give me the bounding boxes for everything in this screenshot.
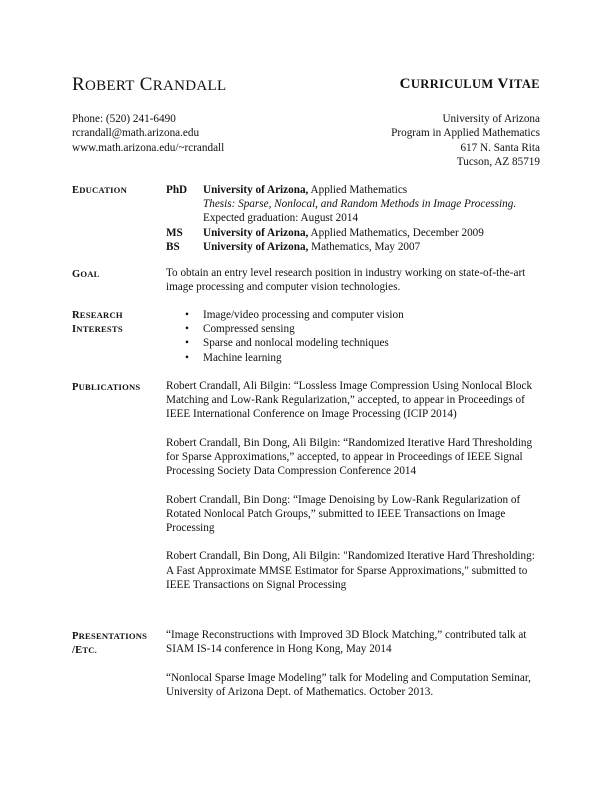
phone-number: Phone: (520) 241-6490: [72, 113, 176, 125]
presentation-item: “Nonlocal Sparse Image Modeling” talk for Modeling and Computation Seminar, University of Arizona Dept. of Mathematics. October 2013.: [166, 671, 531, 698]
goal-text: To obtain an entry level research position in industry working on state-of-the-art image processing and computer vision technologies.: [166, 267, 526, 294]
address-university: University of Arizona: [442, 113, 540, 125]
list-item: • Machine learning: [185, 351, 282, 364]
publications-list: [166, 379, 538, 606]
address-program: Program in Applied Mathematics: [391, 127, 540, 140]
education-heading: EDUCATION: [72, 185, 127, 196]
publications-heading: PUBLICATIONS: [72, 382, 141, 393]
list-item: • Image/video processing and computer vision: [185, 309, 404, 321]
resume-name: ROBERT CRANDALL: [72, 74, 227, 95]
bullet-icon: •: [185, 309, 189, 321]
address-city: Tucson, AZ 85719: [456, 156, 540, 169]
list-item: • Sparse and nonlocal modeling techniques: [185, 337, 389, 350]
education-entry-ms: University of Arizona, Applied Mathematics, December 2009: [203, 226, 484, 239]
bullet-icon: •: [185, 323, 189, 336]
goal-heading: GOAL: [72, 269, 100, 280]
education-entry-phd: University of Arizona, Applied Mathematics Thesis: Sparse, Nonlocal, and Random Methods in Image Processing. Expected graduation: August 2014: [203, 184, 517, 225]
presentation-item: “Image Reconstructions with Improved 3D Block Matching,” contributed talk at SIAM IS-14 conference in Hong Kong, May 2014: [166, 629, 527, 656]
bullet-icon: •: [185, 337, 189, 350]
presentations-list: [166, 628, 538, 713]
degree-bs: BS: [166, 240, 180, 253]
degree-ms: MS: [166, 226, 183, 239]
publication-item: Robert Crandall, Bin Dong: “Image Denoising by Low-Rank Regularization of Rotated Nonlocal Patch Groups,” submitted to IEEE Transactions on Image Processing: [166, 493, 521, 534]
publication-item: Robert Crandall, Bin Dong, Ali Bilgin: "Randomized Iterative Hard Thresholding: A Fast Approximate MMSE Estimator for Sparse Approximations," submitted to IEEE Transactions on Signal Processing: [166, 550, 535, 591]
research-interests-list: [166, 308, 536, 365]
publication-item: Robert Crandall, Ali Bilgin: “Lossless Image Compression Using Nonlocal Block Matching and Low-Rank Regularization,” accepted, to appear in Proceedings of IEEE International Conference on Image Processing (ICIP 2014): [166, 380, 533, 421]
address-street: 617 N. Santa Rita: [460, 141, 540, 154]
presentations-heading: PRESENTATIONS /ETC.: [72, 631, 148, 656]
website-link[interactable]: www.math.arizona.edu/~rcrandall: [72, 141, 225, 154]
research-interests-heading: RESEARCH INTERESTS: [72, 310, 123, 335]
publication-item: Robert Crandall, Bin Dong, Ali Bilgin: “Randomized Iterative Hard Thresholding for Sparse Approximations,” accepted, to appear in Proceedings of IEEE Signal Processing Society Data Compression Conference 2014: [166, 436, 533, 478]
thesis-title: Thesis: Sparse, Nonlocal, and Random Methods in Image Processing.: [203, 198, 517, 211]
degree-phd: PhD: [166, 184, 188, 196]
education-entry-bs: University of Arizona, Mathematics, May 2007: [203, 240, 421, 253]
email-link[interactable]: rcrandall@math.arizona.edu: [72, 127, 200, 140]
cv-title: CURRICULUM VITAE: [399, 76, 540, 92]
list-item: • Compressed sensing: [185, 323, 295, 336]
bullet-icon: •: [185, 351, 189, 364]
mailing-address: [391, 112, 540, 170]
contact-info: [72, 112, 224, 155]
